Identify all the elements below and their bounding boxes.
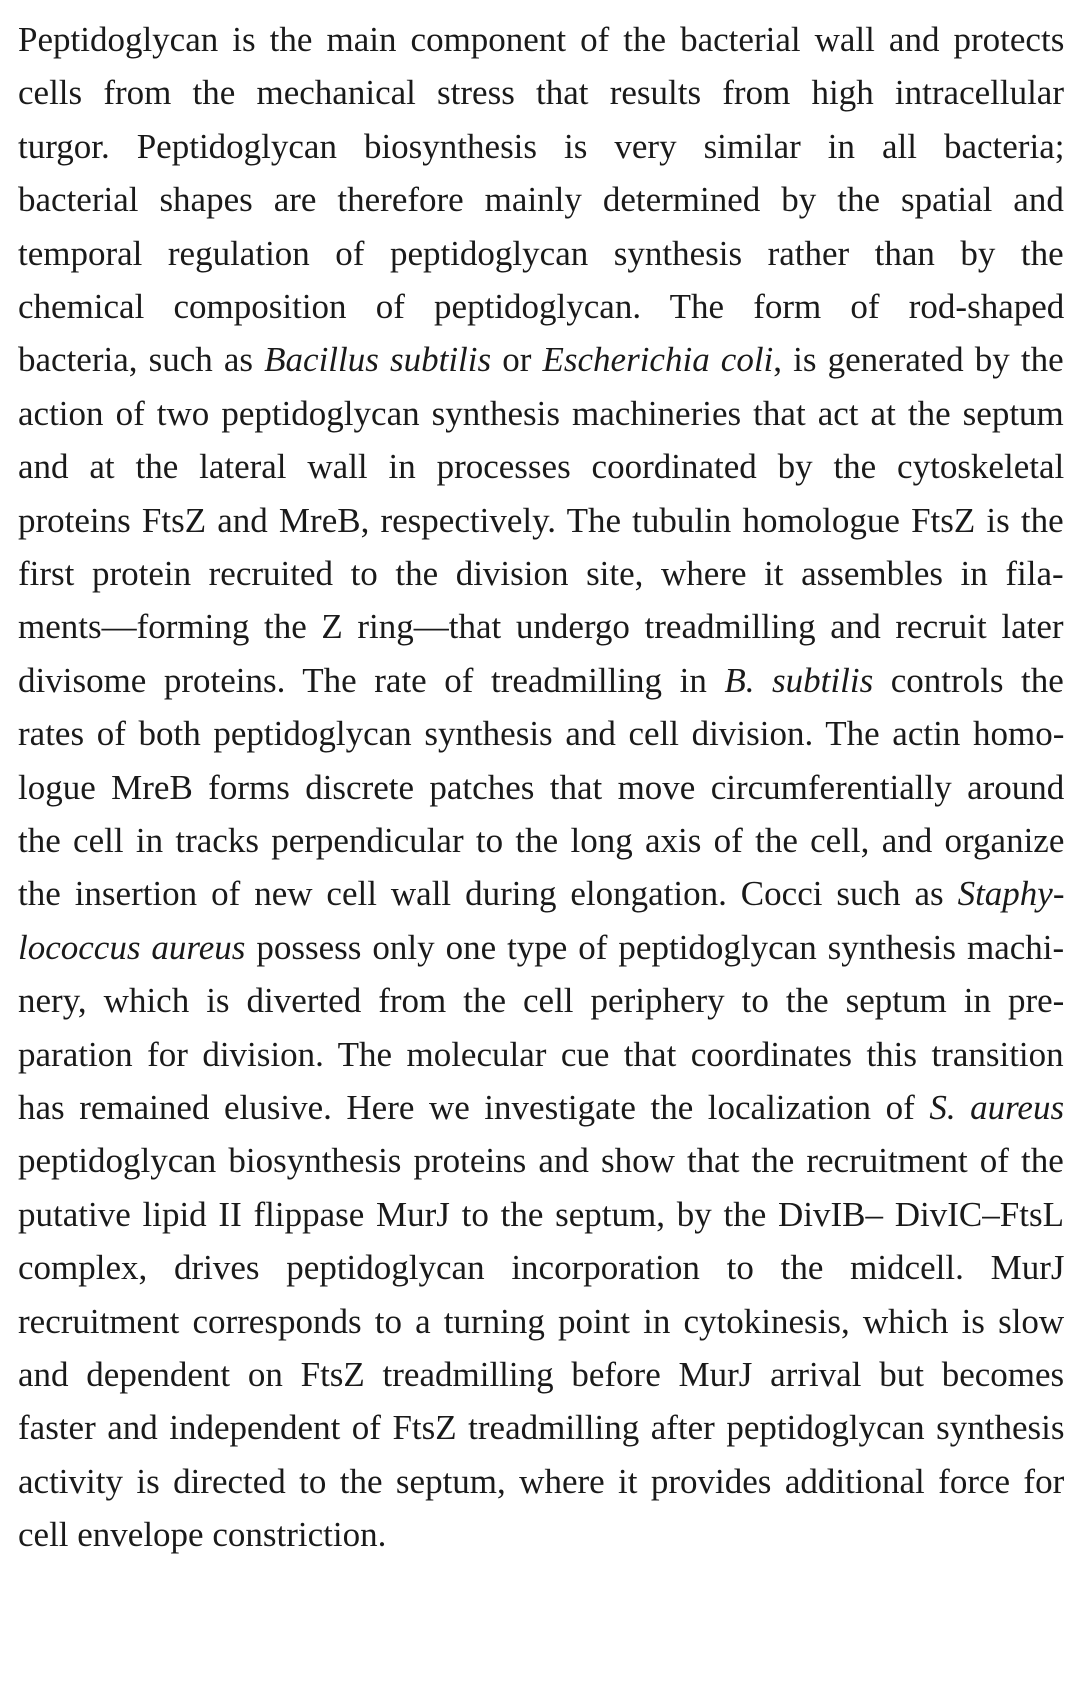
text-span: putative lipid II flippase MurJ to the septum, by the DivIB– DivIC–FtsL (18, 1194, 1064, 1234)
text-span: cells from the mechanical stress that results from high intracellular (18, 73, 1064, 113)
text-span: controls the (873, 660, 1064, 700)
italic-text: Staphy- (957, 874, 1065, 914)
text-span: possess only one type of peptidoglycan synthesis machi- (245, 927, 1065, 967)
text-line (18, 12, 1064, 68)
text-line (18, 65, 1064, 121)
text-line (18, 866, 1064, 922)
text-line (18, 653, 1064, 709)
text-span: chemical composition of peptidoglycan. The form of rod-shaped (18, 287, 1065, 326)
text-span: and dependent on FtsZ treadmilling before MurJ arrival but becomes (18, 1355, 1065, 1394)
text-span: turgor. Peptidoglycan biosynthesis is very similar in all bacteria; (18, 126, 1065, 166)
text-line (18, 1507, 386, 1563)
text-line (18, 279, 1064, 335)
text-span: the insertion of new cell wall during elongation. Cocci such as (18, 874, 958, 914)
italic-text: S. aureus (929, 1088, 1065, 1127)
text-line (18, 706, 1064, 762)
italic-text: Bacillus subtilis (264, 340, 492, 380)
text-line (18, 1240, 1064, 1296)
text-line (18, 546, 1064, 602)
text-line (18, 332, 1064, 388)
text-span: nery, which is diverted from the cell periphery to the septum in pre- (18, 981, 1065, 1021)
text-line (18, 386, 1064, 442)
italic-text: lococcus aureus (18, 927, 246, 967)
italic-text: B. subtilis (724, 660, 874, 700)
text-span: proteins FtsZ and MreB, respectively. The tubulin homologue FtsZ is the (18, 500, 1064, 540)
text-line (18, 493, 1064, 549)
text-span: ments—forming the Z ring—that undergo treadmilling and recruit later (18, 607, 1064, 647)
text-span: paration for division. The molecular cue that coordinates this transition (18, 1034, 1064, 1074)
text-line (18, 119, 1064, 175)
text-line (18, 599, 1064, 655)
italic-text: Escherichia coli (542, 340, 774, 380)
text-span: Peptidoglycan is the main component of the bacterial wall and protects (18, 20, 1065, 59)
text-span: temporal regulation of peptidoglycan synthesis rather than by the (18, 233, 1064, 273)
text-line (18, 1187, 1064, 1243)
text-line (18, 760, 1064, 816)
text-line (18, 1454, 1064, 1510)
text-span: faster and independent of FtsZ treadmilling after peptidoglycan synthesis (18, 1408, 1065, 1448)
text-span: logue MreB forms discrete patches that move circumferentially around (18, 767, 1065, 807)
text-span: rates of both peptidoglycan synthesis and cell division. The actin homo- (18, 714, 1065, 754)
text-line (18, 1347, 1064, 1403)
text-line (18, 172, 1064, 228)
text-line (18, 920, 1064, 976)
text-line (18, 1133, 1064, 1189)
text-span: or (491, 340, 543, 380)
text-span: first protein recruited to the division site, where it assembles in fila- (18, 554, 1064, 593)
text-span: peptidoglycan biosynthesis proteins and show that the recruitment of the (18, 1141, 1064, 1181)
text-span: activity is directed to the septum, where it provides additional force for (18, 1461, 1065, 1501)
text-span: action of two peptidoglycan synthesis machineries that act at the septum (18, 393, 1064, 433)
text-line (18, 1400, 1064, 1456)
text-line (18, 1294, 1064, 1350)
text-span: , is generated by the (773, 340, 1064, 380)
text-span: and at the lateral wall in processes coordinated by the cytoskeletal (18, 447, 1065, 487)
text-span: the cell in tracks perpendicular to the long axis of the cell, and organize (18, 821, 1065, 860)
text-line (18, 1080, 1064, 1136)
text-line (18, 439, 1064, 495)
text-span: complex, drives peptidoglycan incorporation to the midcell. MurJ (18, 1248, 1065, 1288)
text-line (18, 813, 1064, 869)
text-span: divisome proteins. The rate of treadmilling in (18, 660, 725, 700)
text-line (18, 973, 1064, 1029)
text-span: bacterial shapes are therefore mainly determined by the spatial and (18, 180, 1064, 220)
text-line (18, 1027, 1064, 1083)
text-span: has remained elusive. Here we investigate the localization of (18, 1088, 930, 1127)
text-span: bacteria, such as (18, 340, 265, 380)
text-line (18, 226, 1064, 282)
text-span: recruitment corresponds to a turning point in cytokinesis, which is slow (18, 1301, 1065, 1341)
abstract-text-block (18, 12, 1064, 1692)
text-span: cell envelope constriction. (18, 1515, 387, 1555)
